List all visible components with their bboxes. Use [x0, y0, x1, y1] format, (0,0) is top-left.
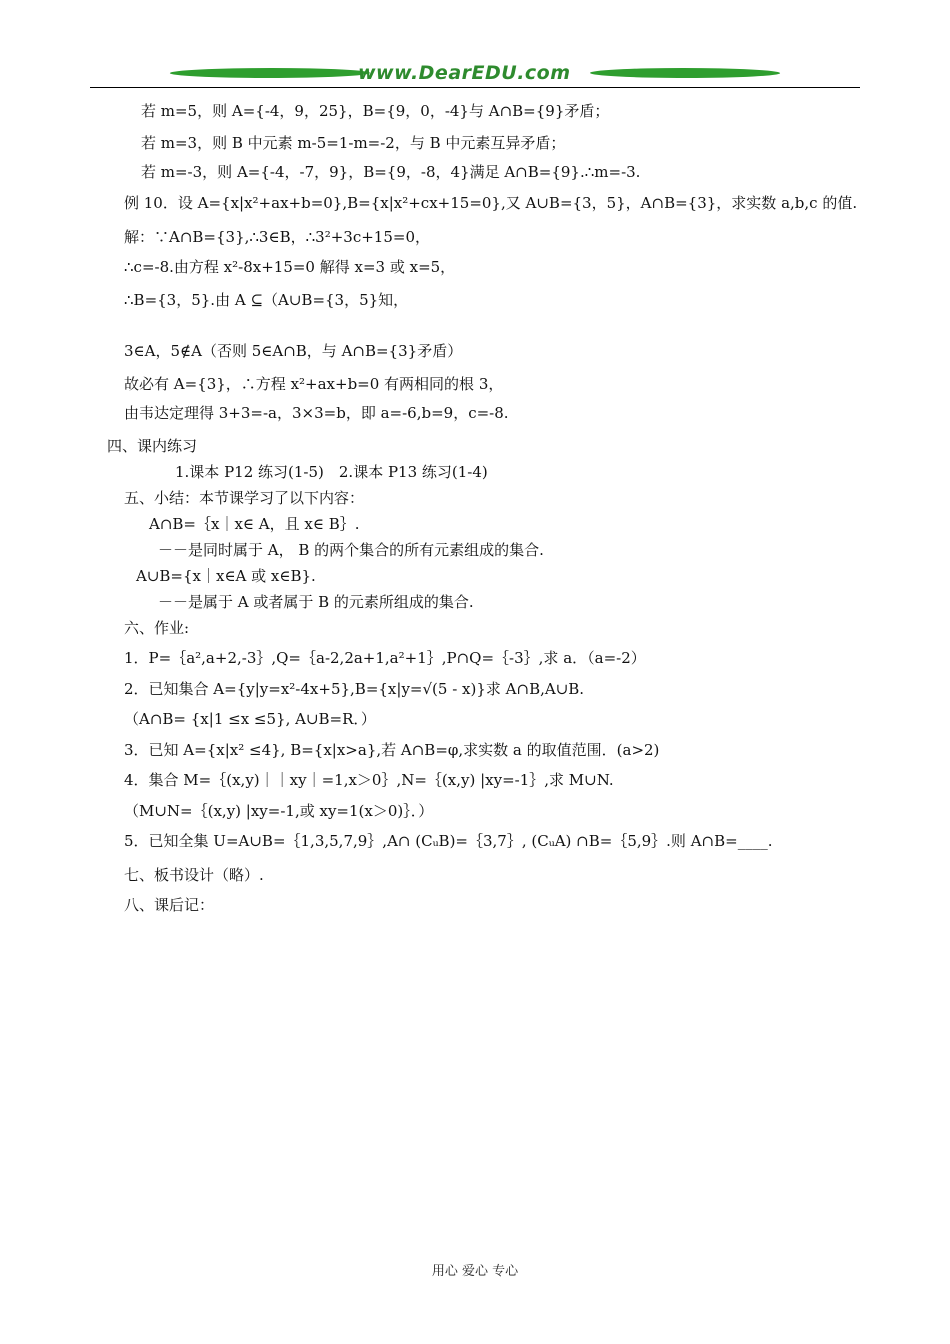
text-line: 故必有 A={3}，∴方程 x²+ax+b=0 有两相同的根 3，: [124, 375, 504, 393]
text-line: 3．已知 A={x|x² ≤4}, B={x|x>a},若 A∩B=φ,求实数 a 的取值范围．(a>2): [124, 741, 660, 759]
text-line: －－是同时属于 A， B 的两个集合的所有元素组成的集合.: [158, 541, 544, 559]
text-line: 5．已知全集 U=A∪B=｛1,3,5,7,9｝,A∩ (CᵤB)=｛3,7｝, (CᵤA) ∩B=｛5,9｝.则 A∩B=____.: [124, 832, 773, 850]
text-line: 例 10．设 A={x|x²+ax+b=0},B={x|x²+cx+15=0},又 A∪B={3，5}，A∩B={3}，求实数 a,b,c 的值.: [124, 194, 858, 212]
site-logo: www.DearEDU.com: [358, 62, 571, 84]
text-line: 1．P=｛a²,a+2,-3｝,Q=｛a-2,2a+1,a²+1｝,P∩Q=｛-3｝,求 a．（a=-2）: [124, 649, 646, 667]
text-line: －－是属于 A 或者属于 B 的元素所组成的集合.: [158, 593, 474, 611]
text-line: 1.课本 P12 练习(1-5) 2.课本 P13 练习(1-4): [175, 463, 488, 481]
header-swoosh-right: [588, 68, 782, 78]
text-line: 若 m=-3，则 A={-4，-7，9}，B={9，-8，4}满足 A∩B={9}.∴m=-3.: [141, 163, 641, 181]
section-heading: 七、板书设计（略）.: [124, 866, 264, 884]
section-heading: 四、课内练习: [107, 437, 198, 455]
text-line: ∴c=-8.由方程 x²-8x+15=0 解得 x=3 或 x=5，: [124, 258, 456, 276]
text-line: 由韦达定理得 3+3=-a，3×3=b，即 a=-6,b=9，c=-8.: [124, 404, 509, 422]
text-line: 若 m=3，则 B 中元素 m-5=1-m=-2，与 B 中元素互异矛盾；: [141, 134, 566, 152]
text-line: 2．已知集合 A={y|y=x²-4x+5},B={x|y=√(5 - x)}求 A∩B,A∪B.: [124, 680, 585, 698]
formula-line: A∩B=｛x｜x∈ A，且 x∈ B｝.: [149, 515, 360, 533]
page-footer: 用心 爱心 专心: [431, 1264, 519, 1279]
text-line: 若 m=5，则 A={-4，9，25}，B={9，0，-4}与 A∩B={9}矛盾；: [141, 102, 610, 120]
section-heading: 六、作业:: [124, 619, 190, 637]
section-heading: 八、课后记：: [124, 896, 215, 914]
header-divider: [90, 87, 860, 88]
header-swoosh-left: [168, 68, 372, 78]
text-line: ∴B={3，5}.由 A ⊆（A∪B={3，5}知，: [124, 291, 409, 309]
section-heading: 五、小结：本节课学习了以下内容：: [124, 489, 365, 507]
page-header: [90, 62, 860, 92]
text-line: 4．集合 M=｛(x,y)｜｜xy｜=1,x＞0｝,N=｛(x,y) |xy=-1｝,求 M∪N.: [124, 771, 614, 789]
text-line: （A∩B= {x|1 ≤x ≤5}, A∪B=R．）: [124, 710, 376, 728]
text-line: 3∈A，5∉A（否则 5∈A∩B，与 A∩B={3}矛盾）: [124, 342, 463, 360]
formula-line: A∪B={x｜x∈A 或 x∈B}.: [136, 567, 316, 585]
text-line: 解：∵A∩B={3},∴3∈B，∴3²+3c+15=0，: [124, 228, 430, 246]
text-line: （M∪N=｛(x,y) |xy=-1,或 xy=1(x＞0)｝．）: [124, 802, 434, 820]
